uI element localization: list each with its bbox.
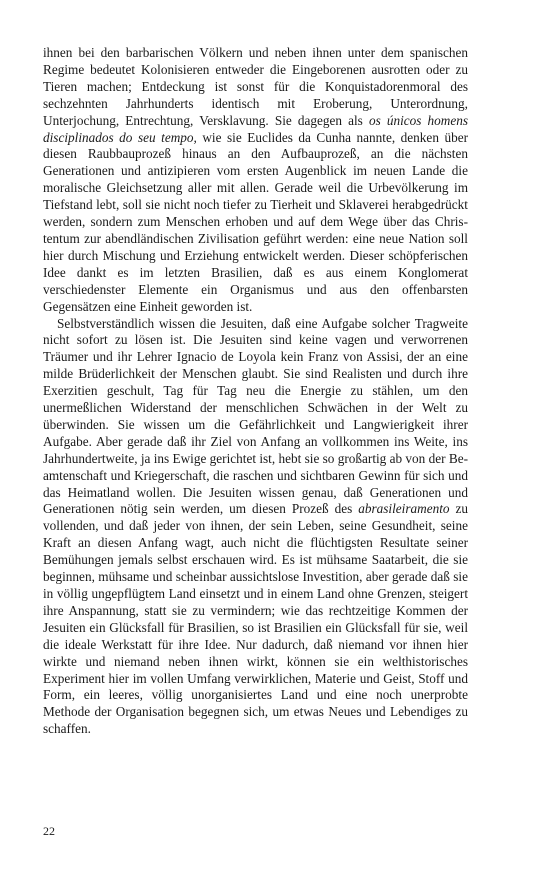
paragraph-1 [43,45,468,316]
paragraph-2 [43,316,468,739]
text-run: ihnen bei den barbarischen Völkern und neben ihnen unter dem spanischen Regime bedeutet Kolonisieren entweder die Eingeborenen ausrotten oder zu Tieren machen; Entdeckung ist sonst für die Konquistadorenmoral des sechzehnten Jahrhunderts identisch mit Eroberung, Unterordnung, Unterjochung, Entrechtung, Versklavung. Sie dagegen als [43,45,468,128]
page-number: 22 [43,824,55,838]
body-text [43,45,468,738]
italic-term: abrasileiramento [358,501,450,517]
italic-quote: os únicos homens disciplinados do seu tempo, [43,112,468,145]
text-run: zu vollenden, und daß jeder von ihnen, der sein Leben, seine Gesundheit, seine Kraft an diesen Anfang wagt, auch nicht die flüchtigsten Resultate seiner Bemühungen jemals selbst erschauen wird. Es ist mühsame Saatarbeit, die sie beginnen, mühsame und scheinbar aussichtslose Investition, aber gerade daß sie in völlig ungepflügtem Land einsetzt und in einem Land ohne Grenzen, steigert ihre Anspannung, statt sie zu vermindern; wie das rechtzeitige Kommen der Jesuiten ein Glücksfall für Brasilien, so ist Brasilien ein Glücksfall für sie, weil die ideale Werkstatt für ihre Idee. Nur dadurch, daß niemand vor ihnen hier wirkte und niemand neben ihnen wirkt, können sie ein welthistorisches Experiment hier im vollen Umfang verwirklichen, Materie und Geist, Stoff und Form, ein leeres, völlig unorganisiertes Land und eine noch unerprobte Methode der Organisation begegnen sich, um etwas Neues und Lebendiges zu schaffen. [43,501,468,737]
text-run: Selbstverständlich wissen die Jesuiten, daß eine Aufgabe solcher Tragweite nicht sofort zu lösen ist. Die Jesuiten sind keine vagen und verworrenen Träumer und ihr Lehrer Ignacio de Loyola kein Franz von Assisi, der an eine milde Brüderlichkeit der Menschen glaubt. Sie sind Realisten und durch ihre Exerzitien geschult, Tag für Tag neu die Energie zu stählen, um den unermeßlichen Widerstand der menschlichen Schwächen in der Welt zu überwinden. Sie wissen um die Gefährlichkeit und Langwierigkeit ihrer Aufgabe. Aber gerade daß ihr Ziel von Anfang an vollkommen ins Weite, ins Jahrhundertweite, ja ins Ewige gerichtet ist, hebt sie so großartig ab von der Beamtenschaft und Kriegerschaft, die raschen und sichtbaren Gewinn für sich und das Heimatland wollen. Die Jesuiten wissen genau, daß Generationen und Generationen nötig sein werden, um diesen Prozeß des [43,315,468,517]
text-run: wie sie Euclides da Cunha nannte, denken über diesen Raubbauprozeß hinaus an den Aufbauprozeß, an die nächsten Generationen und antizipieren vom ersten Augenblick im neuen Lande die moralische Gleichsetzung aller mit allen. Gerade weil die Urbevölkerung im Tiefstand lebt, soll sie nicht noch tiefer zu Tierheit und Sklaverei herabgedrückt werden, sondern zum Menschen erhoben und auf dem Wege über das Christentum zur abendländischen Zivilisation geführt werden: eine neue Nation soll hier durch Mischung und Erziehung entwickelt werden. Dieser schöpferischen Idee dankt es im letzten Brasilien, daß es aus einem Konglomerat verschiedenster Elemente ein Organismus und aus den offenbarsten Gegensätzen eine Einheit geworden ist. [43,129,469,314]
